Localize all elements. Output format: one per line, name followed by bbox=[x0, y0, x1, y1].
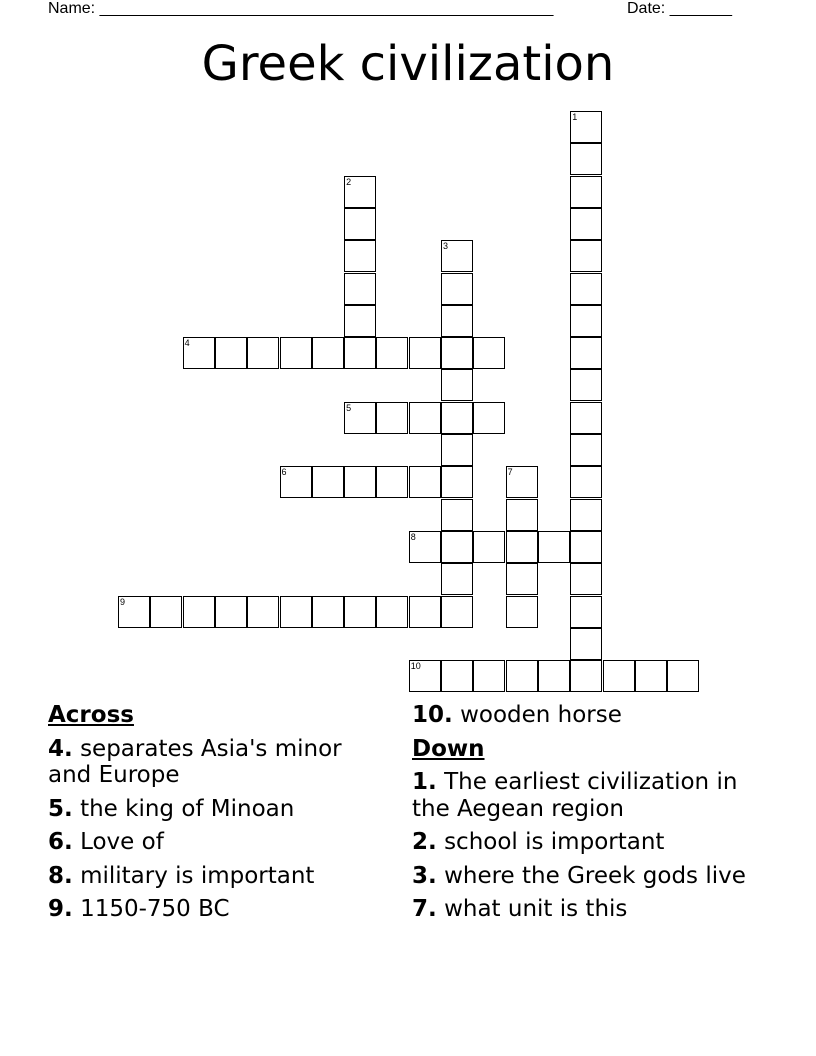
clue-text: The earliest civilization in the Aegean region bbox=[412, 769, 738, 822]
clue-text: what unit is this bbox=[444, 896, 628, 922]
cell-number: 8 bbox=[410, 531, 416, 542]
clue-across-10 bbox=[412, 702, 752, 729]
crossword-cell[interactable] bbox=[570, 273, 602, 305]
crossword-cell[interactable] bbox=[344, 466, 376, 498]
clue-across-8 bbox=[48, 863, 368, 890]
crossword-cell[interactable] bbox=[570, 596, 602, 628]
crossword-cell[interactable] bbox=[570, 466, 602, 498]
crossword-cell[interactable] bbox=[506, 660, 538, 692]
crossword-cell[interactable] bbox=[635, 660, 667, 692]
crossword-cell[interactable] bbox=[441, 563, 473, 595]
crossword-cell[interactable] bbox=[376, 337, 408, 369]
page-title: Greek civilization bbox=[201, 36, 615, 92]
crossword-cell[interactable] bbox=[506, 596, 538, 628]
crossword-cell[interactable] bbox=[441, 369, 473, 401]
crossword-cell[interactable] bbox=[570, 143, 602, 175]
crossword-cell[interactable] bbox=[441, 531, 473, 563]
across-heading: Across bbox=[48, 702, 134, 728]
clue-text: military is important bbox=[80, 862, 315, 889]
crossword-cell[interactable] bbox=[506, 563, 538, 595]
clue-number: 8. bbox=[48, 862, 73, 889]
crossword-cell[interactable] bbox=[376, 466, 408, 498]
crossword-cell[interactable] bbox=[409, 660, 441, 692]
crossword-cell[interactable] bbox=[441, 434, 473, 466]
crossword-cell[interactable] bbox=[570, 337, 602, 369]
crossword-cell[interactable] bbox=[344, 596, 376, 628]
cell-number: 10 bbox=[410, 661, 421, 672]
crossword-cell[interactable] bbox=[506, 531, 538, 563]
cell-number: 9 bbox=[120, 596, 126, 607]
crossword-cell[interactable] bbox=[473, 402, 505, 434]
clue-text: where the Greek gods live bbox=[444, 862, 746, 889]
name-field-label: Name: ___________________________________________________ bbox=[48, 0, 554, 17]
crossword-cell[interactable] bbox=[183, 596, 215, 628]
crossword-cell[interactable] bbox=[441, 499, 473, 531]
clue-number: 7. bbox=[412, 896, 437, 922]
crossword-cell[interactable] bbox=[667, 660, 699, 692]
crossword-cell[interactable] bbox=[473, 660, 505, 692]
cell-number: 4 bbox=[184, 338, 190, 349]
crossword-cell[interactable] bbox=[538, 531, 570, 563]
crossword-cell[interactable] bbox=[312, 596, 344, 628]
clue-across-6 bbox=[48, 829, 368, 856]
clue-number: 9. bbox=[48, 896, 73, 922]
crossword-cell[interactable] bbox=[344, 337, 376, 369]
cell-number: 5 bbox=[346, 402, 352, 413]
clue-down-2 bbox=[412, 829, 752, 856]
crossword-cell[interactable] bbox=[570, 660, 602, 692]
cell-number: 2 bbox=[346, 176, 352, 187]
clue-down-1 bbox=[412, 769, 752, 822]
crossword-cell[interactable] bbox=[570, 111, 602, 143]
crossword-cell[interactable] bbox=[441, 305, 473, 337]
crossword-cell[interactable] bbox=[280, 596, 312, 628]
cell-number: 1 bbox=[572, 112, 578, 122]
clues-right-column bbox=[412, 702, 752, 930]
clue-number: 10. bbox=[412, 702, 453, 728]
crossword-cell[interactable] bbox=[409, 531, 441, 563]
crossword-cell[interactable] bbox=[344, 402, 376, 434]
crossword-cell[interactable] bbox=[312, 337, 344, 369]
clue-number: 1. bbox=[412, 769, 437, 795]
crossword-cell[interactable] bbox=[441, 337, 473, 369]
crossword-cell[interactable] bbox=[570, 176, 602, 208]
crossword-cell[interactable] bbox=[344, 208, 376, 240]
crossword-cell[interactable] bbox=[570, 305, 602, 337]
crossword-cell[interactable] bbox=[570, 499, 602, 531]
clue-across-9 bbox=[48, 896, 368, 923]
crossword-cell[interactable] bbox=[344, 240, 376, 272]
clue-down-3 bbox=[412, 863, 752, 890]
crossword-cell[interactable] bbox=[441, 660, 473, 692]
crossword-cell[interactable] bbox=[570, 208, 602, 240]
crossword-cell[interactable] bbox=[441, 273, 473, 305]
crossword-cell[interactable] bbox=[280, 466, 312, 498]
crossword-cell[interactable] bbox=[441, 402, 473, 434]
crossword-cell[interactable] bbox=[570, 240, 602, 272]
crossword-cell[interactable] bbox=[473, 531, 505, 563]
crossword-cell[interactable] bbox=[344, 176, 376, 208]
clue-text: separates Asia's minor and Europe bbox=[48, 735, 342, 788]
clue-number: 3. bbox=[412, 862, 437, 889]
crossword-cell[interactable] bbox=[376, 596, 408, 628]
cell-number: 6 bbox=[281, 467, 287, 478]
crossword-cell[interactable] bbox=[441, 240, 473, 272]
crossword-cell[interactable] bbox=[312, 466, 344, 498]
crossword-cell[interactable] bbox=[409, 596, 441, 628]
crossword-cell[interactable] bbox=[215, 337, 247, 369]
crossword-cell[interactable] bbox=[570, 434, 602, 466]
crossword-cell[interactable] bbox=[183, 337, 215, 369]
clue-text: the king of Minoan bbox=[80, 795, 295, 822]
crossword-cell[interactable] bbox=[280, 337, 312, 369]
date-field-label: Date: _______ bbox=[627, 0, 732, 17]
clue-number: 5. bbox=[48, 795, 73, 822]
crossword-cell[interactable] bbox=[570, 563, 602, 595]
clue-text: wooden horse bbox=[460, 702, 622, 728]
crossword-cell[interactable] bbox=[506, 499, 538, 531]
crossword-cell[interactable] bbox=[473, 337, 505, 369]
crossword-cell[interactable] bbox=[150, 596, 182, 628]
crossword-cell[interactable] bbox=[441, 596, 473, 628]
crossword-cell[interactable] bbox=[506, 466, 538, 498]
down-heading: Down bbox=[412, 735, 485, 762]
clue-across-5 bbox=[48, 796, 368, 823]
clue-number: 6. bbox=[48, 829, 73, 855]
crossword-cell[interactable] bbox=[247, 596, 279, 628]
clue-text: 1150-750 BC bbox=[80, 896, 230, 922]
crossword-cell[interactable] bbox=[570, 369, 602, 401]
crossword-cell[interactable] bbox=[570, 402, 602, 434]
crossword-cell[interactable] bbox=[570, 531, 602, 563]
clue-number: 2. bbox=[412, 829, 437, 855]
clue-text: Love of bbox=[80, 829, 164, 855]
cell-number: 7 bbox=[507, 467, 513, 478]
clue-number: 4. bbox=[48, 735, 73, 762]
crossword-cell[interactable] bbox=[441, 466, 473, 498]
crossword-cell[interactable] bbox=[215, 596, 247, 628]
clues-left-column bbox=[48, 702, 368, 930]
crossword-cell[interactable] bbox=[376, 402, 408, 434]
clue-text: school is important bbox=[444, 829, 665, 855]
crossword-cell[interactable] bbox=[409, 402, 441, 434]
crossword-cell[interactable] bbox=[409, 466, 441, 498]
crossword-cell[interactable] bbox=[538, 660, 570, 692]
crossword-cell[interactable] bbox=[344, 273, 376, 305]
crossword-cell[interactable] bbox=[409, 337, 441, 369]
crossword-cell[interactable] bbox=[570, 628, 602, 660]
clue-down-7 bbox=[412, 896, 752, 923]
crossword-cell[interactable] bbox=[247, 337, 279, 369]
cell-number: 3 bbox=[443, 241, 449, 252]
crossword-cell[interactable] bbox=[603, 660, 635, 692]
clue-across-4 bbox=[48, 736, 368, 789]
crossword-cell[interactable] bbox=[118, 596, 150, 628]
crossword-cell[interactable] bbox=[344, 305, 376, 337]
